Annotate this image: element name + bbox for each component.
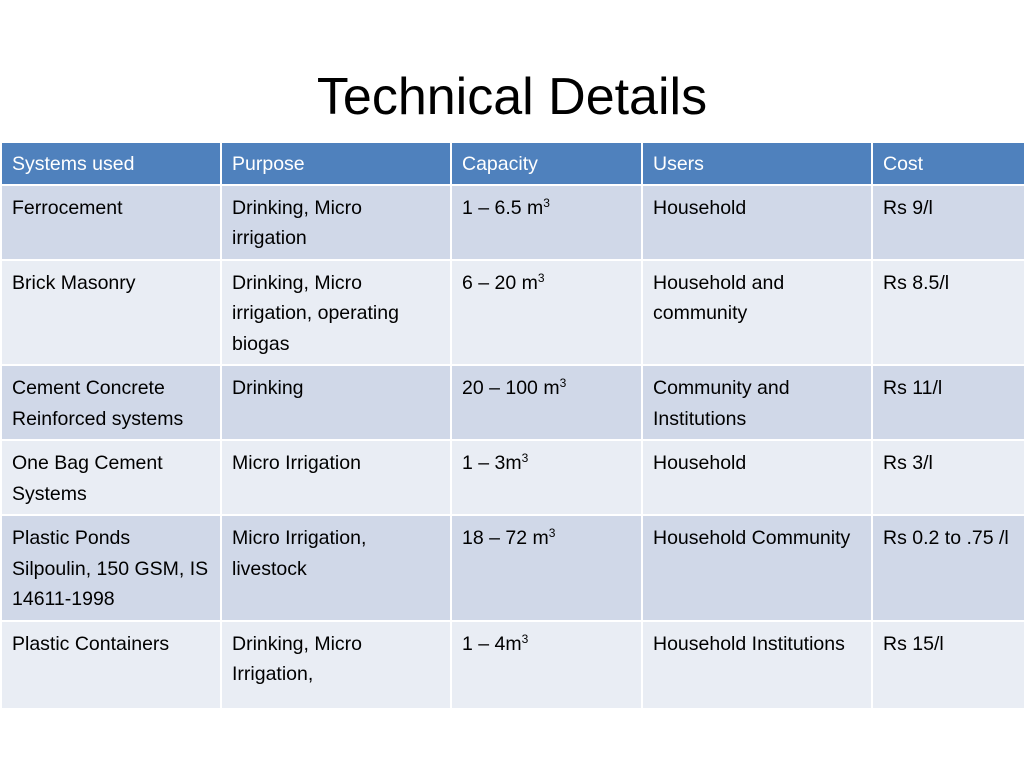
purpose-cell: Drinking, Micro irrigation, operating biogas: [221, 260, 451, 366]
system-cell: Brick Masonry: [1, 260, 221, 366]
capacity-cell: [451, 365, 642, 440]
users-cell: Household and community: [642, 260, 872, 366]
capacity-exponent: 3: [559, 376, 567, 390]
table-row: [1, 621, 1024, 709]
header-systems-used: Systems used: [1, 142, 221, 185]
capacity-exponent: 3: [537, 270, 545, 285]
capacity-value: 1 – 6.5 m: [462, 196, 544, 219]
cost-cell: Rs 11/l: [872, 365, 1024, 440]
table-header-row: [1, 142, 1024, 185]
header-capacity: Capacity: [451, 142, 642, 185]
header-users: Users: [642, 142, 872, 185]
system-cell: Plastic Containers: [1, 621, 221, 709]
cost-cell: Rs 0.2 to .75 /l: [872, 515, 1024, 621]
capacity-exponent: 3: [548, 526, 556, 540]
system-cell: One Bag Cement Systems: [1, 440, 221, 515]
system-cell: Cement Concrete Reinforced systems: [1, 365, 221, 440]
cost-cell: Rs 3/l: [872, 440, 1024, 515]
system-cell: Ferrocement: [1, 185, 221, 260]
header-cost: Cost: [872, 142, 1024, 185]
capacity-value: 1 – 4m: [462, 632, 522, 655]
purpose-cell: Micro Irrigation: [221, 440, 451, 515]
purpose-cell: Micro Irrigation, livestock: [221, 515, 451, 621]
table-row: [1, 185, 1024, 260]
capacity-value: 20 – 100 m: [462, 377, 560, 399]
table-row: [1, 515, 1024, 621]
cost-cell: Rs 8.5/l: [872, 260, 1024, 366]
purpose-cell: Drinking: [221, 365, 451, 440]
purpose-cell: Drinking, Micro Irrigation,: [221, 621, 451, 709]
capacity-exponent: 3: [521, 631, 529, 646]
system-cell: Plastic Ponds Silpoulin, 150 GSM, IS 14611-1998: [1, 515, 221, 621]
capacity-value: 18 – 72 m: [462, 527, 549, 549]
capacity-cell: [451, 185, 642, 260]
capacity-exponent: 3: [543, 195, 550, 210]
users-cell: Household: [642, 185, 872, 260]
users-cell: Household: [642, 440, 872, 515]
capacity-exponent: 3: [521, 451, 529, 465]
capacity-cell: [451, 260, 642, 366]
purpose-cell: Drinking, Micro irrigation: [221, 185, 451, 260]
users-cell: Community and Institutions: [642, 365, 872, 440]
capacity-cell: [451, 621, 642, 709]
technical-details-table: [0, 141, 1024, 710]
header-purpose: Purpose: [221, 142, 451, 185]
table-row: [1, 365, 1024, 440]
capacity-value: 6 – 20 m: [462, 271, 538, 294]
cost-cell: Rs 9/l: [872, 185, 1024, 260]
capacity-cell: [451, 515, 642, 621]
table-row: [1, 260, 1024, 366]
cost-cell: Rs 15/l: [872, 621, 1024, 709]
capacity-value: 1 – 3m: [462, 452, 522, 474]
users-cell: Household Community: [642, 515, 872, 621]
users-cell: Household Institutions: [642, 621, 872, 709]
capacity-cell: [451, 440, 642, 515]
table-row: [1, 440, 1024, 515]
slide-title: Technical Details: [316, 68, 708, 126]
